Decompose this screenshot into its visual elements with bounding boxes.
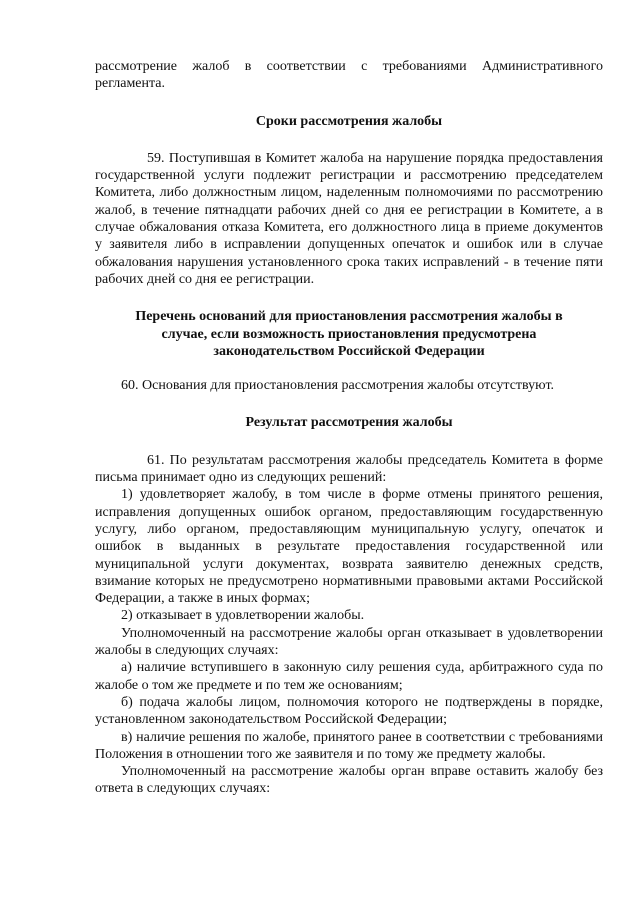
paragraph-61: 61. По результатам рассмотрения жалобы председатель Комитета в форме письма принимает одно из следующих решений: [95, 452, 603, 486]
paragraph-60: 60. Основания для приостановления рассмотрения жалобы отсутствуют. [121, 378, 555, 394]
leave-without-answer-intro: Уполномоченный на рассмотрение жалобы орган вправе оставить жалобу без ответа в следующих случаях: [95, 764, 603, 797]
refuse-case-a: а) наличие вступившего в законную силу решения суда, арбитражного суда по жалобе о том же предмете и по тем же основаниям; [95, 660, 603, 693]
suspension-heading-line-1: Перечень оснований для приостановления рассмотрения жалобы в [135, 309, 563, 325]
paragraph-59: 59. Поступившая в Комитет жалоба на нарушение порядка предоставления государственной услуги подлежит регистрации и рассмотрению председателем Комитета, либо должностным лицом, наделенным полномочиями по рассмотрению жалоб, в течение пятнадцати рабочих дней со дня ее регистрации в Комитете, а в случае обжалования отказа Комитета, его должностного лица в приеме документов у заявителя либо в исправлении допущенных опечаток и ошибок или в случае обжалования нарушения установленного срока таких исправлений - в течение пяти рабочих дней со дня ее регистрации. [95, 150, 603, 287]
refuse-case-c: в) наличие решения по жалобе, принятого ранее в соответствии с требованиями Положения в отношении того же заявителя и по тому же предмету жалобы. [95, 729, 603, 762]
intro-paragraph: рассмотрение жалоб в соответствии с требованиями Административного регламента. [95, 59, 603, 92]
section-heading-deadlines: Сроки рассмотрения жалобы [255, 113, 443, 129]
document-page [95, 58, 603, 798]
refuse-case-b: б) подача жалобы лицом, полномочия которого не подтверждены в порядке, установленном законодательством Российской Федерации; [95, 694, 603, 728]
section-heading-result: Результат рассмотрения жалобы [245, 415, 453, 431]
section-heading-suspension [95, 308, 603, 360]
suspension-heading-line-3: законодательством Российской Федерации [213, 343, 485, 359]
suspension-heading-line-2: случае, если возможность приостановления предусмотрена [161, 326, 537, 342]
decision-item-1: 1) удовлетворяет жалобу, в том числе в форме отмены принятого решения, исправления допущенных ошибок органом, предоставляющим государственную услугу, либо органом, предоставляющим муниципальную услугу, опечаток и ошибок в выданных в результате предоставления государственной или муниципальной услуги документах, возврата заявителю денежных средств, взимание которых не предусмотрено нормативными правовыми актами Российской Федерации, а также в иных формах; [95, 487, 603, 607]
refuse-cases-intro: Уполномоченный на рассмотрение жалобы орган отказывает в удовлетворении жалобы в следующих случаях: [95, 625, 603, 659]
decision-item-2: 2) отказывает в удовлетворении жалобы. [121, 608, 365, 624]
